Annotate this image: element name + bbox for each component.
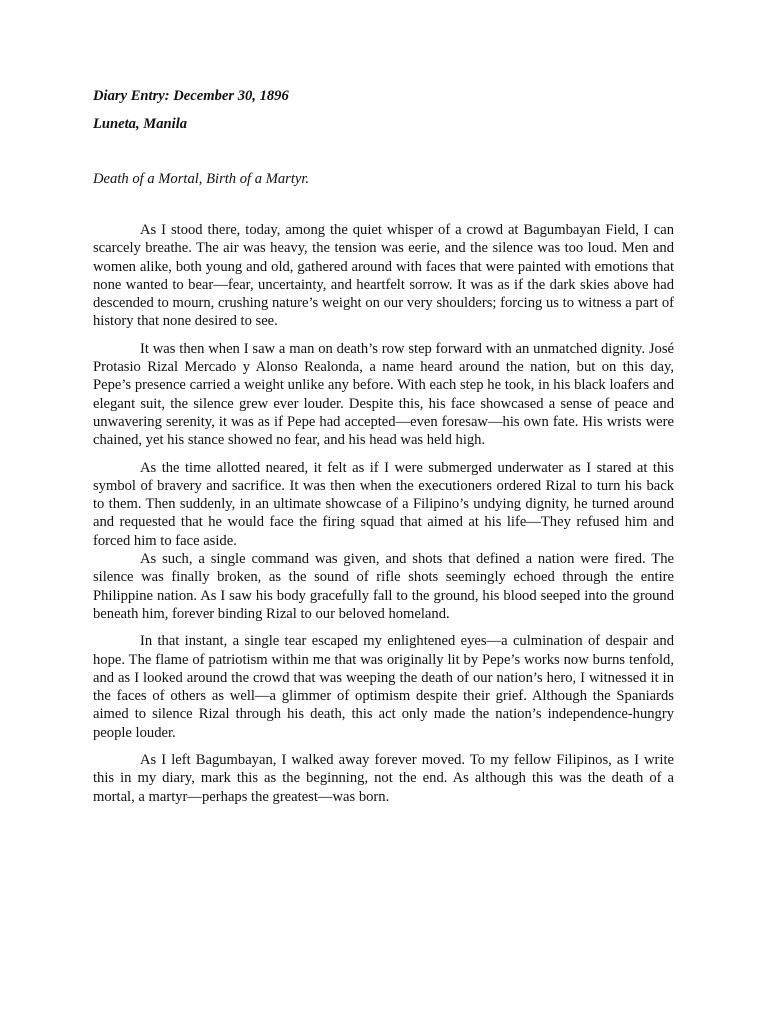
location-heading: Luneta, Manila <box>93 116 188 132</box>
paragraph-2: It was then when I saw a man on death’s row step forward with an unmatched dignity. José Protasio Rizal Mercado y Alonso Realonda, a name heard around the nation, but on this day, Pepe’s presence carried a weight unlike any before. With each step he took, in his black loafers and elegant suit, the silence grew ever louder. Despite this, his face showcased a sense of peace and unwavering serenity, it was as if Pepe had accepted—even foresaw—his own fate. His wrists were chained, yet his stance showed no fear, and his head was held high. <box>93 340 674 449</box>
paragraph-5: In that instant, a single tear escaped my enlightened eyes—a culmination of despair and hope. The flame of patriotism within me that was originally lit by Pepe’s works now burns tenfold, and as I looked around the crowd that was weeping the death of our nation’s hero, I witnessed it in the faces of others as well—a glimmer of optimism despite their grief. Although the Spaniards aimed to silence Rizal through his death, this act only made the nation’s independence-hungry people louder. <box>93 633 674 741</box>
paragraph-3: As the time allotted neared, it felt as if I were submerged underwater as I stared at this symbol of bravery and sacrifice. It was then when the executioners ordered Rizal to turn his back to them. Then suddenly, in an ultimate showcase of a Filipino’s undying dignity, he turned around and requested that he would face the firing squad that aimed at his life—They refused him and forced him to face aside. <box>93 459 674 549</box>
paragraph-4: As such, a single command was given, and shots that defined a nation were fired. The silence was finally broken, as the sound of rifle shots seemingly echoed through the entire Philippine nation. As I saw his body gracefully fall to the ground, his blood seeped into the ground beneath him, forever binding Rizal to our beloved homeland. <box>93 551 674 622</box>
entry-subtitle: Death of a Mortal, Birth of a Martyr. <box>93 171 310 187</box>
paragraph-1: As I stood there, today, among the quiet whisper of a crowd at Bagumbayan Field, I can scarcely breathe. The air was heavy, the tension was eerie, and the silence was too loud. Men and women alike, both young and old, gathered around with faces that were painted with emotions that none wanted to bear—fear, uncertainty, and heartfelt sorrow. It was as if the dark skies above had descended to mourn, crushing nature’s weight on our very shoulders; forcing us to witness a part of history that none desired to see. <box>93 222 674 330</box>
paragraph-6: As I left Bagumbayan, I walked away forever moved. To my fellow Filipinos, as I write this in my diary, mark this as the beginning, not the end. As although this was the death of a mortal, a martyr—perhaps the greatest—was born. <box>93 752 674 805</box>
entry-date-heading: Diary Entry: December 30, 1896 <box>93 88 289 104</box>
